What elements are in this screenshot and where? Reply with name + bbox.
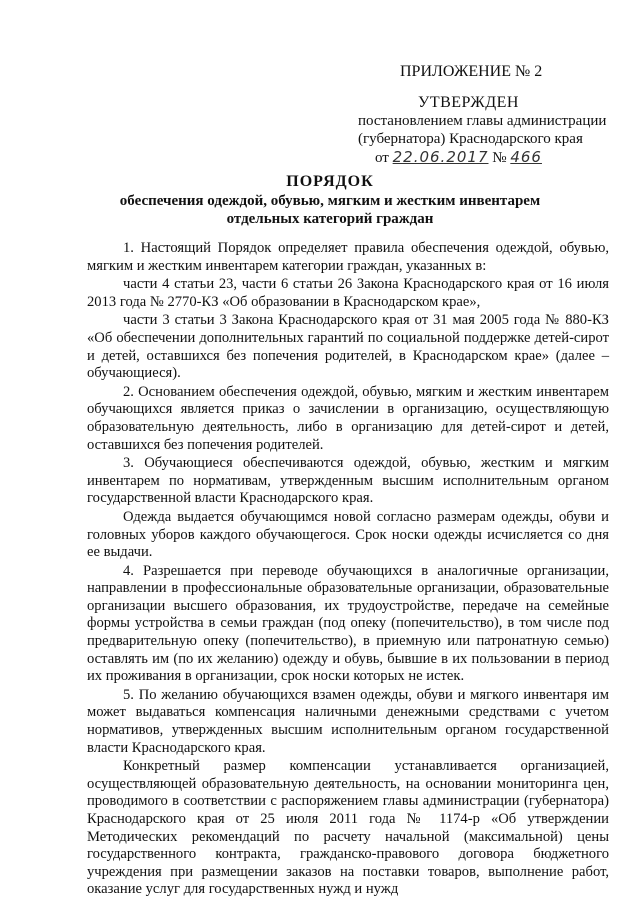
approval-authority [330, 112, 620, 148]
paragraph: Одежда выдается обучающимся новой согласно размерам одежды, обуви и головных уборов каждого обучающегося. Срок носки одежды исчисляется со дня ее выдачи. [87, 508, 609, 561]
approval-date-line [330, 148, 620, 167]
title-subtitle-line-1: обеспечения одеждой, обувью, мягким и жестким инвентарем [119, 193, 541, 209]
number-prefix: № [492, 150, 507, 166]
paragraph: Конкретный размер компенсации устанавливается организацией, осуществляющей образовательную деятельность, на основании мониторинга цен, проводимого в соответствии с распоряжением главы администрации (губернатора) Краснодарского края от 25 июля 2011 года № 1174-р «Об утверждении Методических рекомендаций по расчету начальной (максимальной) цены государственного контракта, гражданско-правового договора бюджетного учреждения при размещении заказов на поставки товаров, выполнение работ, оказание услуг для государственных нужд и нужд [87, 758, 609, 898]
date-prefix: от [375, 150, 389, 166]
handwritten-number: 466 [510, 148, 542, 166]
paragraph: 4. Разрешается при переводе обучающихся в аналогичные организации, направлении в профессиональные образовательные организации, образовательные организации высшего образования, их трудоустройстве, передаче на семейные формы устройства в семьи граждан (под опеку (попечительство), в том числе под предварительную опеку (попечительство), в приемную или патронатную семью) оставлять им (по их желанию) одежду и обувь, бывшие в их пользовании в период их проживания в организации, срок носки которых не истек. [87, 562, 609, 685]
handwritten-date: 22.06.2017 [392, 148, 489, 166]
paragraph: 1. Настоящий Порядок определяет правила обеспечения одеждой, обувью, мягким и жестким инвентарем категории граждан, указанных в: [87, 240, 609, 274]
document-title [60, 172, 600, 228]
paragraph: части 3 статьи 3 Закона Краснодарского края от 31 мая 2005 года № 880-КЗ «Об обеспечении дополнительных гарантий по социальной поддержке детей-сирот и детей, оставшихся без попечения родителей, в Краснодарском крае» (далее – обучающиеся). [87, 312, 609, 382]
approved-label: УТВЕРЖДЕН [418, 94, 519, 111]
paragraph: части 4 статьи 23, части 6 статьи 26 Закона Краснодарского края от 16 июля 2013 года № 2770-КЗ «Об образовании в Краснодарском крае», [87, 276, 609, 310]
approval-header [330, 62, 620, 167]
title-subtitle-line-2: отдельных категорий граждан [226, 211, 434, 227]
appendix-label: ПРИЛОЖЕНИЕ № 2 [400, 63, 543, 80]
paragraph: 5. По желанию обучающихся взамен одежды, обуви и мягкого инвентаря им может выдаваться компенсация наличными денежными средствами с учетом нормативов, утвержденных высшим исполнительным органом государственной власти Краснодарского края. [87, 686, 609, 756]
title-main: ПОРЯДОК [286, 173, 374, 190]
approval-authority-line-2: (губернатора) Краснодарского края [358, 131, 583, 147]
document-body [87, 240, 609, 900]
approval-authority-line-1: постановлением главы администрации [358, 113, 607, 129]
paragraph: 2. Основанием обеспечения одеждой, обувью, мягким и жестким инвентарем обучающихся является приказ о зачислении в организацию, осуществляющую образовательную деятельность, либо в организацию для детей-сирот и детей, оставшихся без попечения родителей. [87, 383, 609, 453]
paragraph: 3. Обучающиеся обеспечиваются одеждой, обувью, жестким и мягким инвентарем по нормативам, утвержденным высшим исполнительным органом государственной власти Краснодарского края. [87, 455, 609, 507]
